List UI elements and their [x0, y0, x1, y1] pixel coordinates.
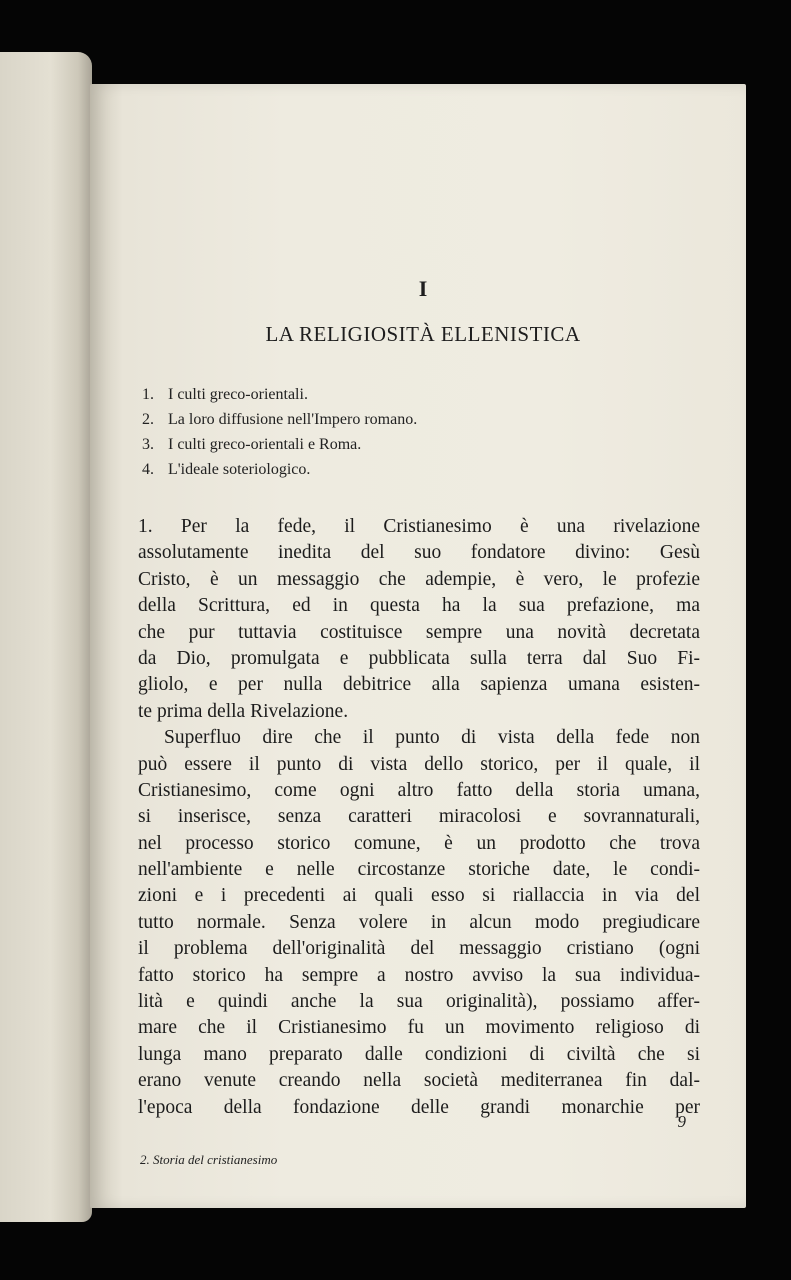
printer-signature: 2. Storia del cristianesimo: [140, 1152, 278, 1167]
text-line: il problema dell'originalità del messaggio cristiano (ogni: [138, 938, 700, 960]
text-line: te prima della Rivelazione.: [138, 700, 349, 722]
text-line: 1. Per la fede, il Cristianesimo è una rivelazione: [138, 516, 700, 537]
contents-item-label: L'ideale soteriologico.: [168, 461, 311, 478]
contents-item-label: I culti greco-orientali e Roma.: [168, 436, 362, 453]
text-line: fatto storico ha sempre a nostro avviso la sua individua-: [138, 964, 700, 986]
text-line: Cristianesimo, come ogni altro fatto della storia umana,: [138, 779, 700, 801]
text-line: Superfluo dire che il punto di vista della fede non: [164, 727, 700, 749]
text-line: tutto normale. Senza volere in alcun modo pregiudicare: [138, 911, 700, 933]
contents-item-label: La loro diffusione nell'Impero romano.: [168, 411, 418, 428]
text-line: nel processo storico comune, è un prodotto che trova: [138, 832, 700, 854]
body-text: [138, 514, 700, 1121]
contents-item: [142, 407, 417, 432]
text-line: può essere il punto di vista dello storico, per il quale, il: [138, 753, 700, 775]
text-line: che pur tuttavia costituisce sempre una novità decretata: [138, 621, 700, 643]
contents-item-number: 3.: [142, 436, 154, 453]
contents-item: [142, 432, 417, 457]
text-line: assolutamente inedita del suo fondatore divino: Gesù: [138, 542, 700, 564]
contents-item: [142, 457, 417, 482]
text-line: zioni e i precedenti ai quali esso si riallaccia in via del: [138, 885, 700, 907]
text-line: Cristo, è un messaggio che adempie, è vero, le profezie: [138, 568, 700, 590]
text-line: gliolo, e per nulla debitrice alla sapienza umana esisten-: [138, 674, 700, 696]
text-line: erano venute creando nella società mediterranea fin dal-: [138, 1070, 700, 1092]
text-line: si inserisce, senza caratteri miracolosi e sovrannaturali,: [138, 806, 700, 828]
text-line: l'epoca della fondazione delle grandi monarchie per: [138, 1096, 700, 1118]
chapter-contents: [142, 382, 417, 482]
contents-item-label: I culti greco-orientali.: [168, 386, 308, 403]
chapter-title: LA RELIGIOSITÀ ELLENISTICA: [265, 322, 581, 346]
text-line: della Scrittura, ed in questa ha la sua prefazione, ma: [138, 595, 700, 617]
text-line: mare che il Cristianesimo fu un movimento religioso di: [138, 1017, 700, 1039]
contents-item-number: 1.: [142, 386, 154, 403]
text-line: lità e quindi anche la sua originalità), possiamo affer-: [138, 991, 700, 1013]
contents-item-number: 4.: [142, 461, 154, 478]
text-line: nell'ambiente e nelle circostanze storiche date, le condi-: [138, 859, 700, 881]
contents-item-number: 2.: [142, 411, 154, 428]
page-number: 9: [677, 1112, 686, 1131]
chapter-number: I: [418, 276, 428, 301]
book-page: [90, 84, 746, 1208]
paragraph-1: [138, 514, 700, 725]
contents-item: [142, 382, 417, 407]
facing-page-edge: [0, 52, 92, 1222]
text-line: da Dio, promulgata e pubblicata sulla terra dal Suo Fi-: [138, 647, 700, 669]
paragraph-2: [138, 725, 700, 1121]
text-line: lunga mano preparato dalle condizioni di civiltà che si: [138, 1043, 700, 1065]
